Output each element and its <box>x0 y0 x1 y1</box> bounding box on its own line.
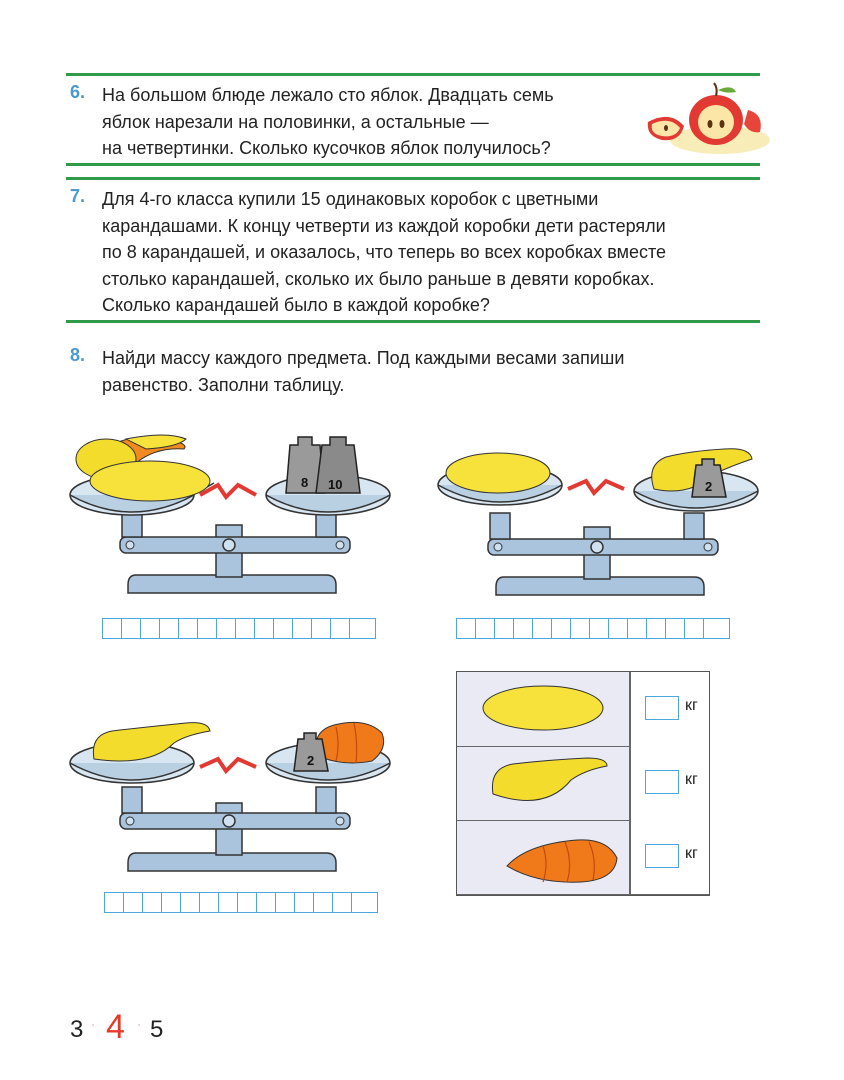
task-line: карандашами. К концу четверти из каждой коробки дети растеряли <box>102 215 666 236</box>
scale-2 <box>434 435 774 605</box>
table-row <box>457 672 709 747</box>
weight-label: 2 <box>705 479 713 494</box>
rule-top-task7 <box>66 177 760 180</box>
squash-icon <box>487 754 617 814</box>
task-line: На большом блюде лежало сто яблок. Двадцать семь <box>102 85 554 105</box>
task-line: столько карандашей, сколько их было раньше в девяти коробках. <box>102 268 655 289</box>
table-row <box>457 746 709 821</box>
task-line: по 8 карандашей, и оказалось, что теперь во всех коробках вместе <box>102 242 667 262</box>
task-8 <box>70 345 760 405</box>
weight-label: 8 <box>301 475 309 490</box>
task-text <box>102 82 554 162</box>
table-row <box>457 820 709 895</box>
task-line: равенство. Заполни таблицу. <box>102 374 345 395</box>
mass-input-squash[interactable] <box>645 770 679 794</box>
task-6 <box>70 82 630 162</box>
arrow-right-icon <box>86 1024 100 1026</box>
task-number: 8. <box>70 345 86 365</box>
mass-input-pumpkin[interactable] <box>645 844 679 868</box>
answer-cells-scale-3[interactable] <box>104 892 378 913</box>
task-text <box>102 345 624 398</box>
answer-cells-scale-1[interactable] <box>102 618 376 639</box>
rule-top-task6 <box>66 73 760 76</box>
page-current: 4 <box>106 1008 125 1046</box>
answer-cells-scale-2[interactable] <box>456 618 730 639</box>
task-text <box>102 186 666 319</box>
unit-label: кг <box>685 845 698 862</box>
rule-bottom-task7 <box>66 320 760 323</box>
scale-3 <box>66 715 406 880</box>
table-divider <box>629 672 631 895</box>
task-line: Для 4-го класса купили 15 одинаковых коробок с цветными <box>102 189 599 209</box>
rule-bottom-task6 <box>66 163 760 166</box>
task-line: на четвертинки. Сколько кусочков яблок получилось? <box>102 138 551 158</box>
weight-label: 10 <box>328 477 343 492</box>
weight-label: 2 <box>307 753 315 768</box>
task-line: Найди массу каждого предмета. Под каждыми весами запиши <box>102 348 625 368</box>
page-prev: 3 <box>70 1016 84 1043</box>
task-line: яблок нарезали на половинки, а остальные — <box>102 111 489 132</box>
unit-label: кг <box>685 771 698 788</box>
unit-label: кг <box>685 697 698 714</box>
task-number: 6. <box>70 82 86 102</box>
melon-icon <box>481 682 611 736</box>
pumpkin-icon <box>503 832 623 888</box>
mass-table <box>456 671 710 896</box>
task-line: Сколько карандашей было в каждой коробке? <box>102 295 490 315</box>
apples-illustration <box>640 80 770 160</box>
page-next: 5 <box>150 1016 164 1043</box>
scale-1 <box>66 425 406 605</box>
arrow-right-icon <box>132 1024 146 1026</box>
task-7 <box>70 186 760 321</box>
mass-input-melon[interactable] <box>645 696 679 720</box>
task-number: 7. <box>70 186 86 206</box>
